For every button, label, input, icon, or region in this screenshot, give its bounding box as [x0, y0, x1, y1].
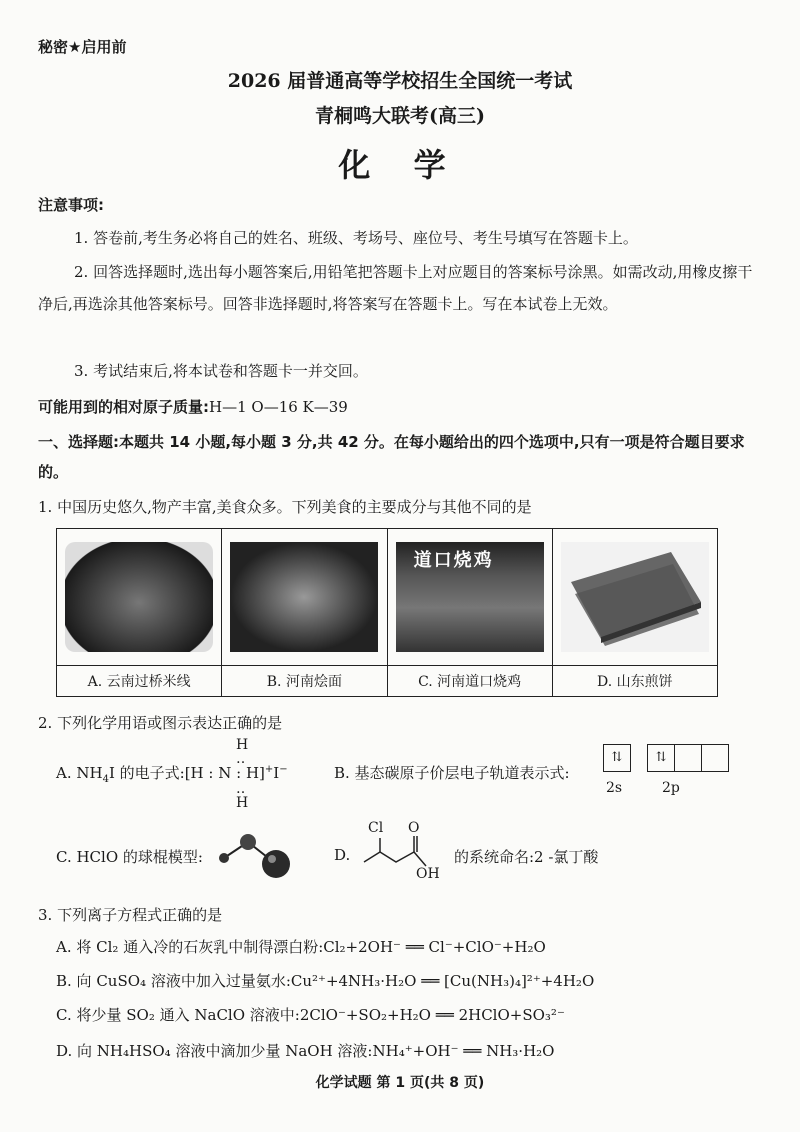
option-d-label: D. 山东煎饼 [552, 666, 717, 697]
orbital-diagram [603, 744, 729, 772]
question-3-stem: 3. 下列离子方程式正确的是 [38, 906, 223, 924]
q2-a-text: I 的电子式: [108, 764, 185, 782]
question-2-stem: 2. 下列化学用语或图示表达正确的是 [38, 714, 283, 732]
option-b-label: B. 河南烩面 [222, 666, 387, 697]
q2-option-d-prefix: D. [334, 846, 351, 864]
pancake-photo [561, 542, 709, 652]
notice-heading: 注意事项: [38, 196, 104, 214]
skeletal-cl-label: Cl [368, 820, 384, 836]
electron-formula: [H : N : H] [184, 764, 265, 782]
question-1-stem: 1. 中国历史悠久,物产丰富,美食众多。下列美食的主要成分与其他不同的是 [38, 498, 532, 516]
atomic-mass [38, 396, 348, 417]
q2-option-b: B. 基态碳原子价层电子轨道表示式: [334, 764, 570, 782]
confidential-mark: 秘密★启用前 [38, 38, 127, 56]
orbital-2s-box: ⇅ [603, 744, 631, 772]
notice-item-1: 1. 答卷前,考生务必将自己的姓名、班级、考场号、座位号、考生号填写在答题卡上。 [74, 229, 638, 247]
food-image-a [57, 529, 222, 666]
electron-h-top: H ‥ [236, 737, 249, 767]
orbital-2p-box-2 [675, 744, 702, 772]
exam-title: 2026 届普通高等学校招生全国统一考试 [227, 70, 573, 92]
food-image-b [222, 529, 387, 666]
page-footer: 化学试题 第 1 页(共 8 页) [315, 1075, 485, 1091]
skeletal-o-label: O [408, 820, 420, 836]
q3-option-d: D. 向 NH₄HSO₄ 溶液中滴加少量 NaOH 溶液:NH₄⁺+OH⁻ ══ NH₃·H₂O [56, 1042, 555, 1060]
food-image-c [387, 529, 552, 666]
food-options-table [56, 528, 718, 697]
q2-option-d-text: 的系统命名:2 -氯丁酸 [454, 848, 599, 866]
q2-a-suffix: I [273, 764, 280, 782]
exam-subtitle: 青桐鸣大联考(高三) [315, 105, 485, 127]
atomic-mass-label: 可能用到的相对原子质量: [38, 398, 209, 416]
ball-stick-model [214, 828, 294, 884]
orbital-2p-box-3 [702, 744, 729, 772]
orbital-label-2p: 2p [662, 780, 680, 796]
orbital-label-2s: 2s [606, 780, 623, 796]
section-instructions: 一、选择题:本题共 14 小题,每小题 3 分,共 42 分。在每小题给出的四个选项中,只有一项是符合题目要求的。 [38, 433, 745, 481]
option-c-label: C. 河南道口烧鸡 [387, 666, 552, 697]
q2-option-c: C. HClO 的球棍模型: [56, 848, 203, 866]
q3-option-c: C. 将少量 SO₂ 通入 NaClO 溶液中:2ClO⁻+SO₂+H₂O ══ 2HClO+SO₃²⁻ [56, 1006, 565, 1024]
notice-item-2: 2. 回答选择题时,选出每小题答案后,用铅笔把答题卡上对应题目的答案标号涂黑。如需改动,用橡皮擦干净后,再选涂其他答案标号。回答非选择题时,将答案写在答题卡上。写在本试卷上无效。 [38, 263, 753, 313]
orbital-2p-box-1: ⇅ [647, 744, 675, 772]
stewed-noodle-photo [230, 542, 378, 652]
roast-chicken-photo [396, 542, 544, 652]
q3-option-b: B. 向 CuSO₄ 溶液中加入过量氨水:Cu²⁺+4NH₃·H₂O ══ [Cu(NH₃)₄]²⁺+4H₂O [56, 972, 595, 990]
noodle-bowl-photo [65, 542, 213, 652]
atomic-mass-values: H—1 O—16 K—39 [209, 398, 348, 416]
electron-h-bottom: ‥ H [236, 781, 249, 811]
skeletal-oh-label: OH [416, 866, 440, 882]
q2-a-prefix: A. NH [56, 764, 103, 782]
option-a-label: A. 云南过桥米线 [57, 666, 222, 697]
notice-item-3: 3. 考试结束后,将本试卷和答题卡一并交回。 [74, 362, 368, 380]
photo-caption: 道口烧鸡 [413, 550, 494, 571]
food-image-d [552, 529, 717, 666]
subject-title: 化 学 [338, 146, 462, 184]
q3-option-a: A. 将 Cl₂ 通入冷的石灰乳中制得漂白粉:Cl₂+2OH⁻ ══ Cl⁻+ClO⁻+H₂O [56, 938, 546, 956]
q2-option-a: A. $NH_4I$ 的电子式:[H : N : H]+I− [56, 764, 288, 785]
